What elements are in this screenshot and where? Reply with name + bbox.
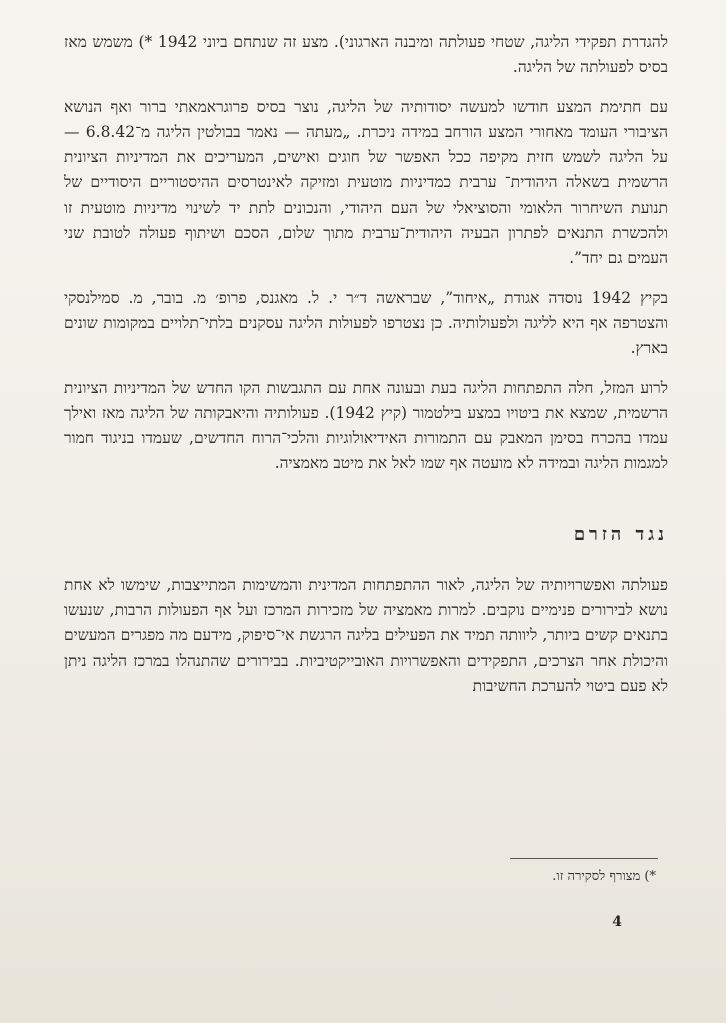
footnote-divider: [510, 858, 658, 859]
footnote: *) מצורף לסקירה זו.: [552, 869, 656, 884]
page-body: [64, 30, 668, 699]
paragraph-4: לרוע המזל, חלה התפתחות הליגה בעת ובעונה אחת עם התגבשות הקו החדש של המדיניות הציונית הרשמית, שמצא את ביטויו במצע בילטמור (קיץ 1942). פעולותיה והיאבקותה של הליגה מאז ואילך עמדו בהכרח בסימן המאבק עם התמורות האידיאולוגיות והלכי־הרוח החדשים, שעמדו בניגוד חמור למגמות הליגה ובמידה לא מועטה אף שמו לאל את מיטב מאמציה.: [64, 378, 668, 473]
page-number: 4: [612, 914, 622, 930]
paragraph-3: בקיץ 1942 נוסדה אגודת „איחוד”, שבראשה ד״ר י. ל. מאגנס, פרופ׳ מ. בובר, מ. סמילנסקי והצטרפה אף היא לליגה ולפעולותיה. כן נצטרפו לפעולות הליגה עסקנים בלתי־תלויים במקומות שונים בארץ.: [64, 288, 668, 358]
paragraph-2: עם חתימת המצע חודשו למעשה יסודותיה של הליגה, נוצר בסיס פרוגראמאתי ברור ואף הנושא הציבורי העומד מאחורי המצע הורחב במידה ניכרת. „מעתה — נאמר בבולטין הליגה מ־6.8.42 — על הליגה לשמש חזית מקיפה ככל האפשר של חוגים ואישים, המעריכים את המדיניות הציונית הרשמית בשאלה היהודית־ ערבית כמדיניות מוטעית ומזיקה לאינטרסים ההיסטוריים היסודיים של תנועת השיחרור הלאומי והסוציאלי של העם היהודי, והנכונים לתת יד לשינוי מדיניות מוטעית זו ולהכשרת התנאים לפתרון הבעיה היהודית־ערבית מתוך שלום, הסכם ושיתוף פעולה לטובת שני העמים גם יחד”.: [64, 97, 668, 268]
section-heading: נגד הזרם: [573, 523, 668, 545]
paragraph-1: להגדרת תפקידי הליגה, שטחי פעולתה ומיבנה הארגוני). מצע זה שנתחם ביוני 1942 *) משמש מאז בסיס לפעולתה של הליגה.: [64, 33, 668, 77]
section-paragraph: פעולתה ואפשרויותיה של הליגה, לאור ההתפתחות המדינית והמשימות המתייצבות, שימשו לא אחת נושא לבירורים פנימיים נוקבים. למרות מאמציה של מזכירות המרכז ועל אף הפעולות הרבות, שנעשו בתנאים קשים ביותר, ליוותה תמיד את הפעילים בליגה הרגשת אי־סיפוק, מידעם מה מפגרים המעשים והיכולת אחר הצרכים, התפקידים והאפשרויות האובייקטיביות. בבירורים שהתנהלו במרכז הליגה ניתן לא פעם ביטוי להערכת החשיבות: [64, 575, 668, 695]
